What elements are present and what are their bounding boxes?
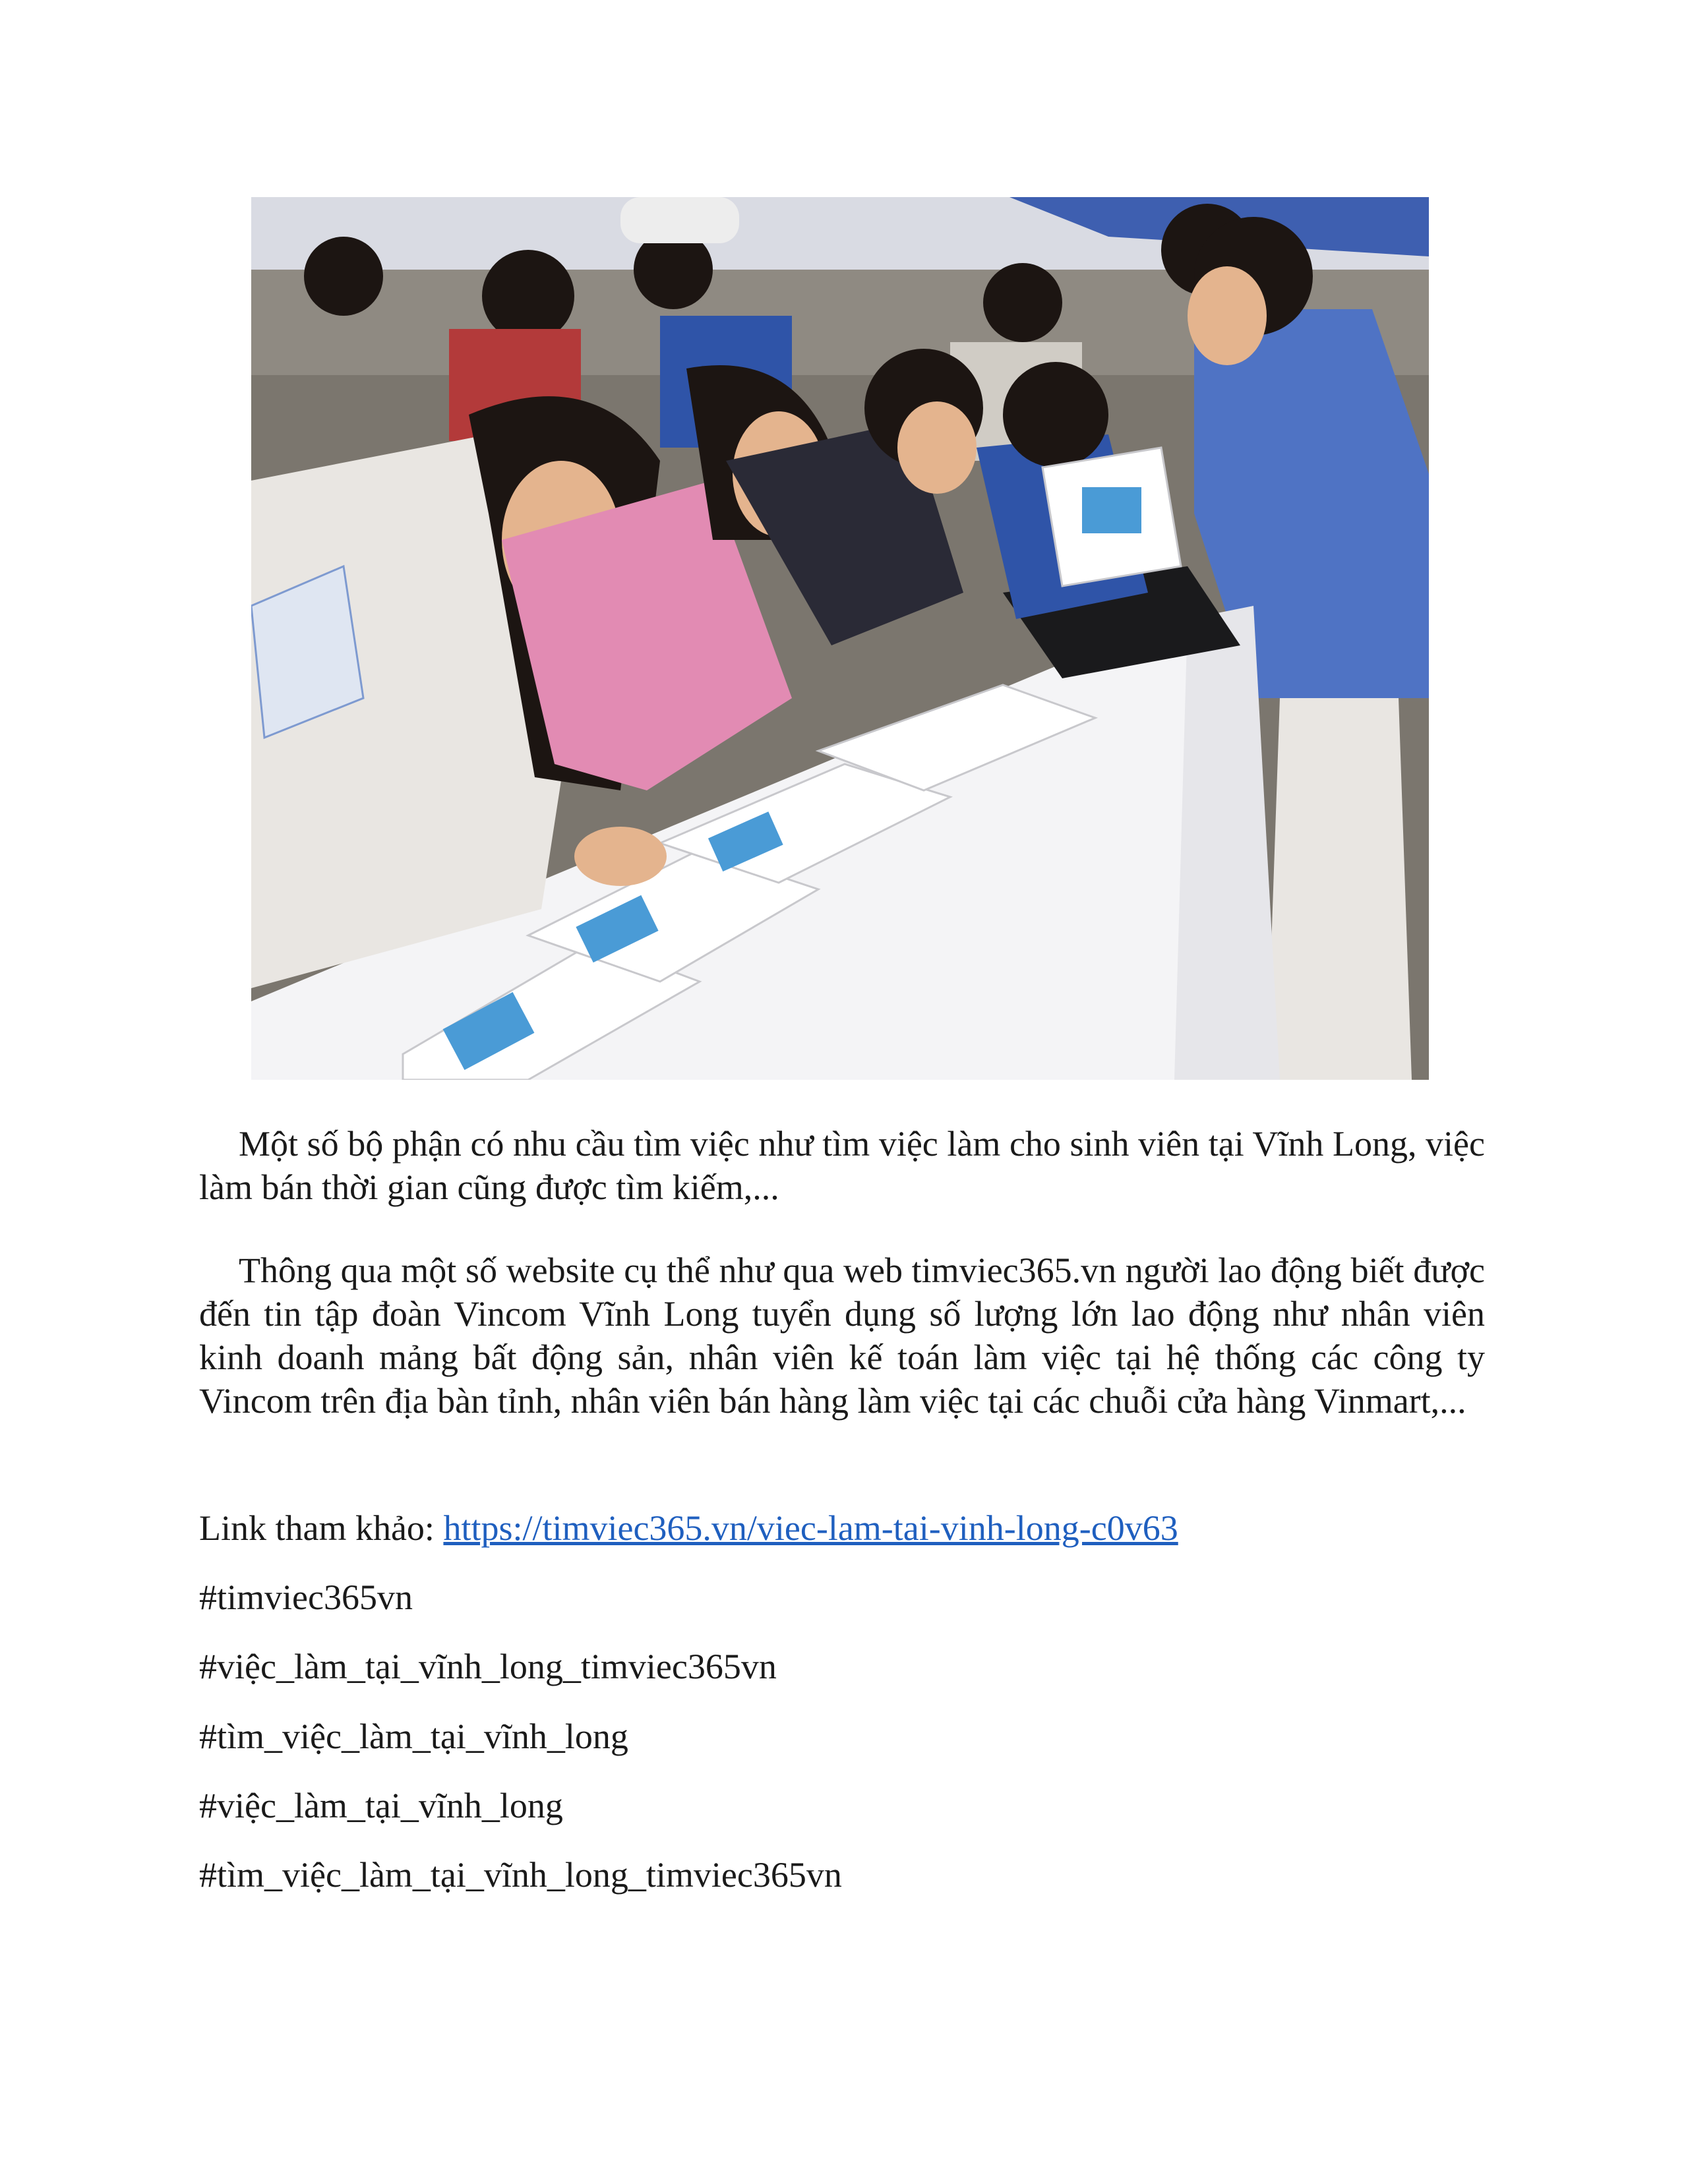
paragraph-students-jobs: Một số bộ phận có nhu cầu tìm việc như tìm việc làm cho sinh viên tại Vĩnh Long, việc làm bán thời gian cũng được tìm kiếm,...: [199, 1124, 1485, 1207]
reference-line: [199, 1506, 1485, 1550]
hashtag-tim-viec-lam-vinh-long: #tìm_việc_làm_tại_vĩnh_long: [199, 1717, 628, 1756]
reference-link[interactable]: https://timviec365.vn/viec-lam-tai-vinh-long-c0v63: [443, 1508, 1178, 1548]
hashtag-tim-viec-lam-vinh-long-timviec365vn: #tìm_việc_làm_tại_vĩnh_long_timviec365vn: [199, 1855, 842, 1895]
hashtag-viec-lam-vinh-long: #việc_làm_tại_vĩnh_long: [199, 1786, 563, 1825]
hashtag-viec-lam-vinh-long-timviec365vn: #việc_làm_tại_vĩnh_long_timviec365vn: [199, 1647, 777, 1686]
job-fair-photo-illustration: [251, 197, 1429, 1080]
hashtag-timviec365vn: #timviec365vn: [199, 1578, 413, 1617]
paragraph-vincom-recruitment: Thông qua một số website cụ thể như qua web timviec365.vn người lao động biết được đến tin tập đoàn Vincom Vĩnh Long tuyển dụng số lượng lớn lao động như nhân viên kinh doanh mảng bất động sản, nhân viên kế toán làm việc tại hệ thống các công ty Vincom trên địa bàn tỉnh, nhân viên bán hàng làm việc tại các chuỗi cửa hàng Vinmart,...: [199, 1251, 1485, 1421]
job-fair-photo: [251, 197, 1429, 1080]
reference-label: Link tham khảo:: [199, 1508, 444, 1548]
